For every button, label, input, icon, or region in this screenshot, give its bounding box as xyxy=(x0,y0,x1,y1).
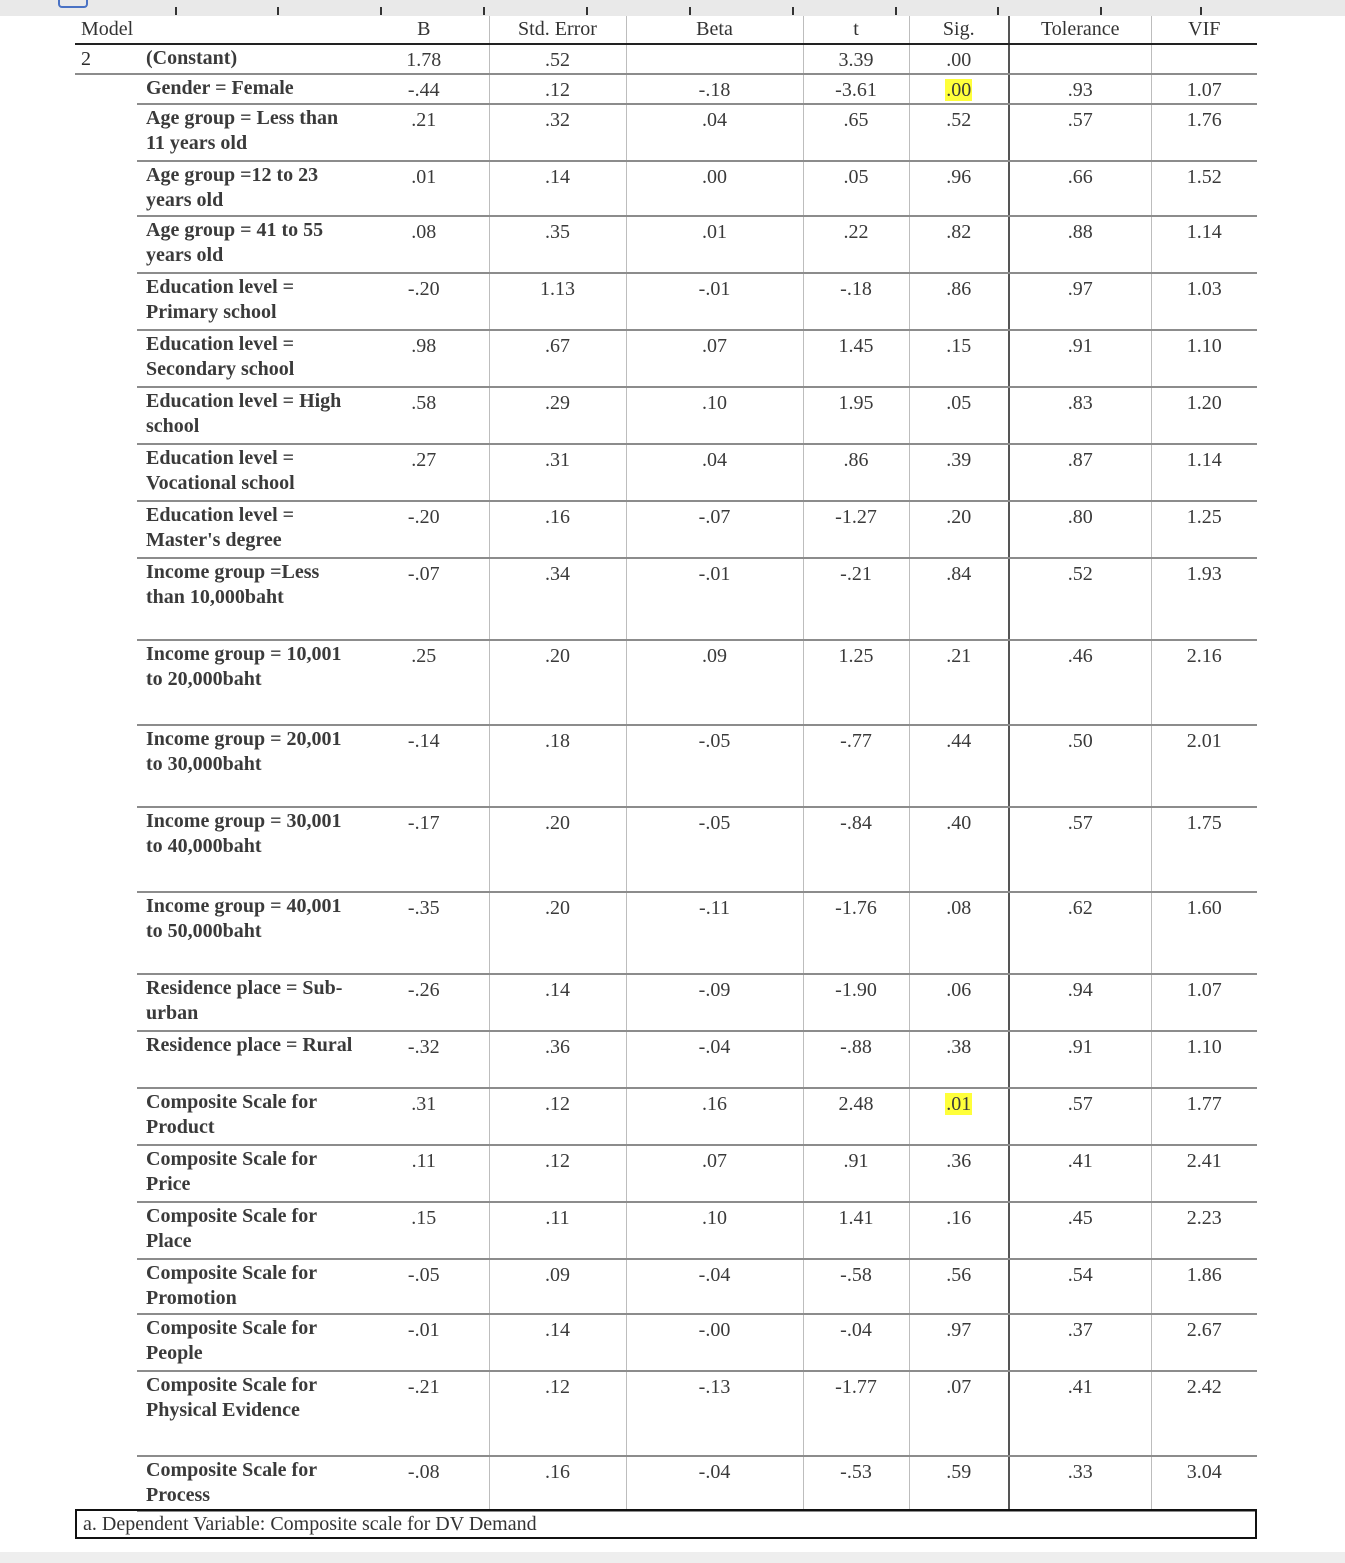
table-footnote: a. Dependent Variable: Composite scale for DV Demand xyxy=(75,1509,1257,1539)
model-cell xyxy=(75,974,137,1031)
row-variable-label: Composite Scale for Physical Evidence xyxy=(137,1371,359,1456)
table-row xyxy=(75,807,1257,892)
model-cell xyxy=(75,1371,137,1456)
row-std-error: .29 xyxy=(489,387,626,444)
table-row xyxy=(75,558,1257,640)
row-t: -3.61 xyxy=(803,74,909,104)
model-cell xyxy=(75,1456,137,1511)
row-vif: 1.76 xyxy=(1151,104,1257,161)
row-t: -1.76 xyxy=(803,892,909,974)
row-variable-label: Education level = Secondary school xyxy=(137,330,359,387)
model-cell xyxy=(75,807,137,892)
row-variable-label: (Constant) xyxy=(137,44,359,74)
table-row xyxy=(75,387,1257,444)
row-t: -1.77 xyxy=(803,1371,909,1456)
model-cell xyxy=(75,104,137,161)
row-b: .08 xyxy=(359,216,489,273)
row-variable-label: Composite Scale for People xyxy=(137,1314,359,1371)
row-beta: -.05 xyxy=(626,725,803,807)
model-cell xyxy=(75,892,137,974)
row-vif: 1.77 xyxy=(1151,1088,1257,1145)
row-std-error: .12 xyxy=(489,1145,626,1202)
row-tolerance: .97 xyxy=(1009,273,1151,330)
row-beta: -.04 xyxy=(626,1259,803,1314)
row-beta: -.11 xyxy=(626,892,803,974)
row-std-error: .11 xyxy=(489,1202,626,1259)
row-std-error: .12 xyxy=(489,1371,626,1456)
row-vif: 1.14 xyxy=(1151,444,1257,501)
row-b: -.26 xyxy=(359,974,489,1031)
row-variable-label: Income group = 20,001 to 30,000baht xyxy=(137,725,359,807)
row-b: 1.78 xyxy=(359,44,489,74)
table-row xyxy=(75,640,1257,725)
row-beta: -.05 xyxy=(626,807,803,892)
row-b: -.35 xyxy=(359,892,489,974)
row-sig: .20 xyxy=(909,501,1009,558)
row-t: -1.90 xyxy=(803,974,909,1031)
row-std-error: .16 xyxy=(489,501,626,558)
ruler-indent-marker[interactable] xyxy=(58,0,88,8)
row-beta: -.01 xyxy=(626,558,803,640)
row-variable-label: Residence place = Sub-urban xyxy=(137,974,359,1031)
table-header-row xyxy=(75,16,1257,44)
row-std-error: .14 xyxy=(489,974,626,1031)
row-t: -.58 xyxy=(803,1259,909,1314)
row-t: 1.25 xyxy=(803,640,909,725)
model-cell xyxy=(75,1314,137,1371)
row-b: -.14 xyxy=(359,725,489,807)
table-row xyxy=(75,104,1257,161)
table-row xyxy=(75,1088,1257,1145)
table-row xyxy=(75,725,1257,807)
row-b: -.32 xyxy=(359,1031,489,1088)
row-vif: 1.60 xyxy=(1151,892,1257,974)
model-cell xyxy=(75,725,137,807)
row-t: .05 xyxy=(803,161,909,216)
row-tolerance: .91 xyxy=(1009,330,1151,387)
row-b: -.07 xyxy=(359,558,489,640)
row-std-error: .12 xyxy=(489,74,626,104)
row-t: -.53 xyxy=(803,1456,909,1511)
model-cell xyxy=(75,161,137,216)
model-cell xyxy=(75,330,137,387)
header-sig: Sig. xyxy=(909,16,1009,44)
row-variable-label: Composite Scale for Place xyxy=(137,1202,359,1259)
row-tolerance: .83 xyxy=(1009,387,1151,444)
row-std-error: 1.13 xyxy=(489,273,626,330)
model-cell xyxy=(75,501,137,558)
row-variable-label: Composite Scale for Process xyxy=(137,1456,359,1511)
row-t: -.88 xyxy=(803,1031,909,1088)
row-sig: .07 xyxy=(909,1371,1009,1456)
row-std-error: .32 xyxy=(489,104,626,161)
row-vif: 3.04 xyxy=(1151,1456,1257,1511)
row-beta: .00 xyxy=(626,161,803,216)
row-std-error: .20 xyxy=(489,892,626,974)
model-cell xyxy=(75,1202,137,1259)
row-variable-label: Composite Scale for Product xyxy=(137,1088,359,1145)
row-b: .21 xyxy=(359,104,489,161)
row-beta: .01 xyxy=(626,216,803,273)
row-sig: .15 xyxy=(909,330,1009,387)
row-sig: .38 xyxy=(909,1031,1009,1088)
row-std-error: .67 xyxy=(489,330,626,387)
row-sig: .44 xyxy=(909,725,1009,807)
row-tolerance: .37 xyxy=(1009,1314,1151,1371)
row-variable-label: Education level = Vocational school xyxy=(137,444,359,501)
table-row xyxy=(75,74,1257,104)
row-sig: .84 xyxy=(909,558,1009,640)
row-b: .27 xyxy=(359,444,489,501)
row-t: -.21 xyxy=(803,558,909,640)
model-cell xyxy=(75,1031,137,1088)
row-sig: .86 xyxy=(909,273,1009,330)
row-vif: 1.52 xyxy=(1151,161,1257,216)
table-row xyxy=(75,330,1257,387)
row-beta: .07 xyxy=(626,330,803,387)
row-variable-label: Age group =12 to 23 years old xyxy=(137,161,359,216)
table-row xyxy=(75,444,1257,501)
header-model: Model xyxy=(75,16,359,44)
row-std-error: .12 xyxy=(489,1088,626,1145)
table-row xyxy=(75,1031,1257,1088)
row-variable-label: Income group = 10,001 to 20,000baht xyxy=(137,640,359,725)
row-variable-label: Income group = 40,001 to 50,000baht xyxy=(137,892,359,974)
row-tolerance: .33 xyxy=(1009,1456,1151,1511)
row-tolerance: .57 xyxy=(1009,1088,1151,1145)
row-vif: 1.86 xyxy=(1151,1259,1257,1314)
row-tolerance: .91 xyxy=(1009,1031,1151,1088)
row-beta: -.04 xyxy=(626,1456,803,1511)
header-b: B xyxy=(359,16,489,44)
row-variable-label: Residence place = Rural xyxy=(137,1031,359,1088)
row-vif: 1.75 xyxy=(1151,807,1257,892)
row-beta: -.00 xyxy=(626,1314,803,1371)
row-std-error: .18 xyxy=(489,725,626,807)
model-cell xyxy=(75,558,137,640)
row-variable-label: Income group =Less than 10,000baht xyxy=(137,558,359,640)
row-b: -.08 xyxy=(359,1456,489,1511)
row-t: 2.48 xyxy=(803,1088,909,1145)
row-vif: 2.16 xyxy=(1151,640,1257,725)
row-vif: 1.14 xyxy=(1151,216,1257,273)
row-b: .01 xyxy=(359,161,489,216)
row-sig: .06 xyxy=(909,974,1009,1031)
ruler-tick xyxy=(1200,7,1202,15)
row-variable-label: Income group = 30,001 to 40,000baht xyxy=(137,807,359,892)
ruler-tick xyxy=(1100,7,1102,15)
row-sig: .39 xyxy=(909,444,1009,501)
ruler-tick xyxy=(483,7,485,15)
row-vif: 1.10 xyxy=(1151,1031,1257,1088)
row-tolerance: .41 xyxy=(1009,1371,1151,1456)
row-vif: 1.93 xyxy=(1151,558,1257,640)
row-b: -.17 xyxy=(359,807,489,892)
row-beta: .09 xyxy=(626,640,803,725)
row-b: .58 xyxy=(359,387,489,444)
row-vif: 2.42 xyxy=(1151,1371,1257,1456)
row-variable-label: Gender = Female xyxy=(137,74,359,104)
row-tolerance: .93 xyxy=(1009,74,1151,104)
row-sig: .00 xyxy=(909,44,1009,74)
row-vif: 1.07 xyxy=(1151,974,1257,1031)
model-cell xyxy=(75,1145,137,1202)
row-variable-label: Education level = Primary school xyxy=(137,273,359,330)
row-tolerance: .87 xyxy=(1009,444,1151,501)
row-t: .22 xyxy=(803,216,909,273)
row-b: .11 xyxy=(359,1145,489,1202)
model-cell xyxy=(75,444,137,501)
row-t: .65 xyxy=(803,104,909,161)
row-b: .25 xyxy=(359,640,489,725)
model-cell xyxy=(75,74,137,104)
ruler-tick xyxy=(175,7,177,15)
table-row xyxy=(75,501,1257,558)
row-beta: -.13 xyxy=(626,1371,803,1456)
row-tolerance: .94 xyxy=(1009,974,1151,1031)
ruler-tick xyxy=(792,7,794,15)
row-std-error: .14 xyxy=(489,1314,626,1371)
row-tolerance: .57 xyxy=(1009,104,1151,161)
row-b: -.21 xyxy=(359,1371,489,1456)
row-beta: .04 xyxy=(626,104,803,161)
row-t: -.18 xyxy=(803,273,909,330)
row-sig: .08 xyxy=(909,892,1009,974)
table-row xyxy=(75,1371,1257,1456)
table-row xyxy=(75,44,1257,74)
row-b: -.20 xyxy=(359,501,489,558)
row-t: -.04 xyxy=(803,1314,909,1371)
row-vif: 1.03 xyxy=(1151,273,1257,330)
row-t: 1.95 xyxy=(803,387,909,444)
model-cell xyxy=(75,216,137,273)
row-beta: -.09 xyxy=(626,974,803,1031)
table-row xyxy=(75,273,1257,330)
row-sig: .36 xyxy=(909,1145,1009,1202)
row-variable-label: Age group = Less than 11 years old xyxy=(137,104,359,161)
row-b: .98 xyxy=(359,330,489,387)
row-sig: .05 xyxy=(909,387,1009,444)
ruler-tick xyxy=(277,7,279,15)
row-std-error: .20 xyxy=(489,640,626,725)
row-b: -.20 xyxy=(359,273,489,330)
ruler-tick xyxy=(895,7,897,15)
table-row xyxy=(75,1456,1257,1511)
row-t: -.84 xyxy=(803,807,909,892)
row-tolerance: .50 xyxy=(1009,725,1151,807)
row-tolerance: .46 xyxy=(1009,640,1151,725)
row-tolerance: .80 xyxy=(1009,501,1151,558)
row-std-error: .36 xyxy=(489,1031,626,1088)
row-sig: .40 xyxy=(909,807,1009,892)
row-b: -.05 xyxy=(359,1259,489,1314)
row-tolerance: .52 xyxy=(1009,558,1151,640)
highlighted-sig-value: .00 xyxy=(946,79,972,101)
row-variable-label: Education level = Master's degree xyxy=(137,501,359,558)
row-std-error: .14 xyxy=(489,161,626,216)
header-t: t xyxy=(803,16,909,44)
row-std-error: .31 xyxy=(489,444,626,501)
row-beta: .07 xyxy=(626,1145,803,1202)
row-std-error: .52 xyxy=(489,44,626,74)
table-row xyxy=(75,1259,1257,1314)
row-beta xyxy=(626,44,803,74)
coefficients-table xyxy=(75,16,1257,1512)
table-row xyxy=(75,161,1257,216)
model-number: 2 xyxy=(75,44,137,74)
row-sig: .21 xyxy=(909,640,1009,725)
row-tolerance: .88 xyxy=(1009,216,1151,273)
row-std-error: .35 xyxy=(489,216,626,273)
row-t: 1.41 xyxy=(803,1202,909,1259)
row-b: -.44 xyxy=(359,74,489,104)
row-b: -.01 xyxy=(359,1314,489,1371)
row-sig: .16 xyxy=(909,1202,1009,1259)
row-variable-label: Composite Scale for Price xyxy=(137,1145,359,1202)
row-tolerance: .66 xyxy=(1009,161,1151,216)
row-vif: 2.23 xyxy=(1151,1202,1257,1259)
row-sig: .52 xyxy=(909,104,1009,161)
row-std-error: .34 xyxy=(489,558,626,640)
row-t: 3.39 xyxy=(803,44,909,74)
model-cell xyxy=(75,387,137,444)
row-t: 1.45 xyxy=(803,330,909,387)
row-tolerance: .41 xyxy=(1009,1145,1151,1202)
row-t: .86 xyxy=(803,444,909,501)
model-cell xyxy=(75,640,137,725)
ruler-tick xyxy=(586,7,588,15)
header-vif: VIF xyxy=(1151,16,1257,44)
row-beta: -.04 xyxy=(626,1031,803,1088)
row-tolerance: .57 xyxy=(1009,807,1151,892)
row-std-error: .09 xyxy=(489,1259,626,1314)
header-std-error: Std. Error xyxy=(489,16,626,44)
document-ruler[interactable] xyxy=(0,0,1345,16)
row-t: -.77 xyxy=(803,725,909,807)
row-tolerance xyxy=(1009,44,1151,74)
row-tolerance: .45 xyxy=(1009,1202,1151,1259)
row-tolerance: .54 xyxy=(1009,1259,1151,1314)
ruler-tick xyxy=(689,7,691,15)
table-row xyxy=(75,1314,1257,1371)
table-row xyxy=(75,974,1257,1031)
row-sig: .56 xyxy=(909,1259,1009,1314)
row-vif: 1.20 xyxy=(1151,387,1257,444)
row-t: -1.27 xyxy=(803,501,909,558)
model-cell xyxy=(75,273,137,330)
row-t: .91 xyxy=(803,1145,909,1202)
row-beta: -.01 xyxy=(626,273,803,330)
row-beta: .16 xyxy=(626,1088,803,1145)
model-cell xyxy=(75,1259,137,1314)
row-b: .31 xyxy=(359,1088,489,1145)
table-row xyxy=(75,1202,1257,1259)
row-vif: 1.25 xyxy=(1151,501,1257,558)
table-row xyxy=(75,892,1257,974)
row-sig: .59 xyxy=(909,1456,1009,1511)
row-vif: 2.41 xyxy=(1151,1145,1257,1202)
row-beta: .04 xyxy=(626,444,803,501)
row-b: .15 xyxy=(359,1202,489,1259)
row-variable-label: Composite Scale for Promotion xyxy=(137,1259,359,1314)
row-beta: .10 xyxy=(626,1202,803,1259)
table-row xyxy=(75,216,1257,273)
row-std-error: .20 xyxy=(489,807,626,892)
header-tolerance: Tolerance xyxy=(1009,16,1151,44)
row-sig: .97 xyxy=(909,1314,1009,1371)
row-tolerance: .62 xyxy=(1009,892,1151,974)
row-beta: .10 xyxy=(626,387,803,444)
ruler-tick xyxy=(380,7,382,15)
row-variable-label: Education level = High school xyxy=(137,387,359,444)
row-beta: -.18 xyxy=(626,74,803,104)
row-sig-cell xyxy=(909,1088,1009,1145)
row-sig-cell xyxy=(909,74,1009,104)
highlighted-sig-value: .01 xyxy=(946,1093,972,1115)
row-vif: 2.67 xyxy=(1151,1314,1257,1371)
row-vif xyxy=(1151,44,1257,74)
ruler-tick xyxy=(997,7,999,15)
row-sig: .82 xyxy=(909,216,1009,273)
row-vif: 2.01 xyxy=(1151,725,1257,807)
header-beta: Beta xyxy=(626,16,803,44)
row-sig: .96 xyxy=(909,161,1009,216)
row-vif: 1.10 xyxy=(1151,330,1257,387)
table-row xyxy=(75,1145,1257,1202)
window-bottom-edge xyxy=(0,1552,1345,1563)
row-std-error: .16 xyxy=(489,1456,626,1511)
row-beta: -.07 xyxy=(626,501,803,558)
row-variable-label: Age group = 41 to 55 years old xyxy=(137,216,359,273)
row-vif: 1.07 xyxy=(1151,74,1257,104)
model-cell xyxy=(75,1088,137,1145)
